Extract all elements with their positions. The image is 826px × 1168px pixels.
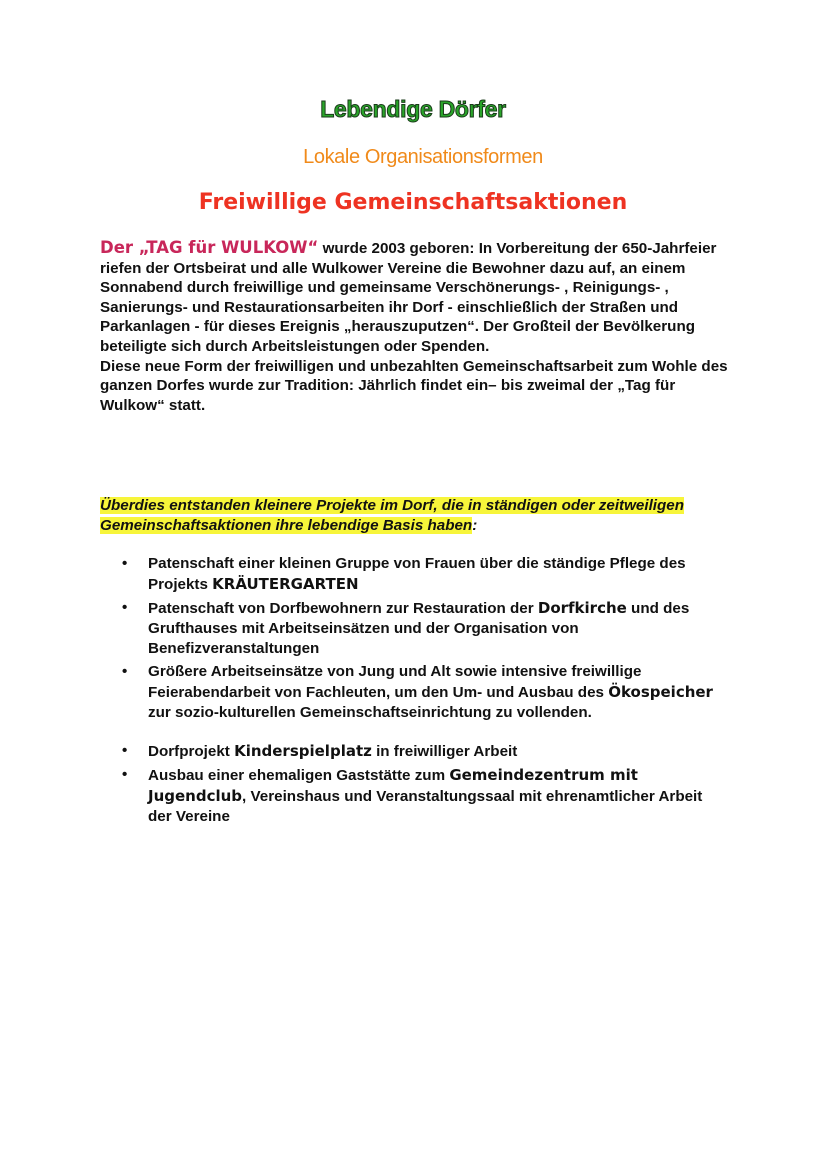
project-list bbox=[120, 554, 720, 830]
document-subtitle: Lokale Organisationsformen bbox=[303, 146, 543, 168]
bullet-icon: • bbox=[122, 742, 128, 759]
project-text-end: und des Grufthauses mit Arbeitseinsätzen und der Organisation von Benefizveranstaltungen bbox=[148, 600, 690, 657]
intro-paragraph-2: Diese neue Form der freiwilligen und unbezahlten Gemeinschaftsarbeit zum Wohle des ganzen Dorfes wurde zur Tradition: Jährlich findet ein– bis zweimal der „Tag für Wulkow“ statt. bbox=[100, 357, 728, 414]
projects-intro bbox=[100, 496, 740, 535]
project-text: Patenschaft einer kleinen Gruppe von Frauen über die ständige Pflege des Projekts bbox=[148, 555, 686, 593]
bullet-icon: • bbox=[122, 555, 128, 572]
projects-intro-suffix: : bbox=[472, 516, 478, 534]
project-text-end: in freiwilliger Arbeit bbox=[371, 743, 518, 760]
intro-paragraph-1-text: wurde 2003 geboren: In Vorbereitung der 650-Jahrfeier riefen der Ortsbeirat und alle Wulkower Vereine die Bewohner dazu auf, an einem Sonnabend durch freiwillige und gemeinsame Verschönerungs- , Reinigungs- , Sanierungs- und Restaurationsarbeiten ihr Dorf - einschließlich der Straßen und Parkanlagen - für dieses Ereignis „herauszuputzen“. Der Großteil der Bevölkerung beteiligte sich durch Arbeitsleistungen oder Spenden. bbox=[100, 240, 717, 355]
list-item bbox=[120, 598, 720, 659]
project-name: Gemeindezentrum mit Jugendclub bbox=[148, 766, 638, 805]
project-text-end: zur sozio-kulturellen Gemeinschaftseinrichtung zu vollenden. bbox=[148, 704, 592, 721]
project-name: Dorfkirche bbox=[537, 599, 627, 617]
project-name: Ökospeicher bbox=[608, 683, 713, 701]
project-text: Größere Arbeitseinsätze von Jung und Alt sowie intensive freiwillige Feierabendarbeit von Fachleuten, um den Um- und Ausbau des bbox=[148, 663, 642, 701]
list-item bbox=[120, 662, 720, 723]
document-title: Lebendige Dörfer bbox=[320, 96, 506, 122]
bullet-icon: • bbox=[122, 766, 128, 783]
project-text: Dorfprojekt bbox=[148, 743, 235, 760]
intro-text bbox=[100, 238, 730, 415]
project-name: Kinderspielplatz bbox=[234, 742, 372, 760]
project-text: Patenschaft von Dorfbewohnern zur Restauration der bbox=[148, 600, 538, 617]
bullet-icon: • bbox=[122, 599, 128, 616]
bullet-icon: • bbox=[122, 663, 128, 680]
intro-paragraph-1 bbox=[100, 238, 730, 357]
list-spacer bbox=[120, 726, 720, 738]
list-item bbox=[120, 554, 720, 595]
projects-intro-highlight: Überdies entstanden kleinere Projekte im Dorf, die in ständigen oder zeitweiligen Gemeinschaftsaktionen ihre lebendige Basis haben bbox=[100, 497, 685, 534]
section-title: Freiwillige Gemeinschaftsaktionen bbox=[198, 190, 628, 215]
intro-lead-highlight: Der „TAG für WULKOW“ bbox=[100, 238, 319, 257]
project-text: Ausbau einer ehemaligen Gaststätte zum bbox=[148, 767, 450, 784]
project-name: KRÄUTERGARTEN bbox=[212, 575, 359, 593]
project-text-end: , Vereinshaus und Veranstaltungssaal mit ehrenamtlicher Arbeit der Vereine bbox=[148, 788, 703, 825]
list-item bbox=[120, 741, 720, 762]
list-item bbox=[120, 765, 720, 827]
